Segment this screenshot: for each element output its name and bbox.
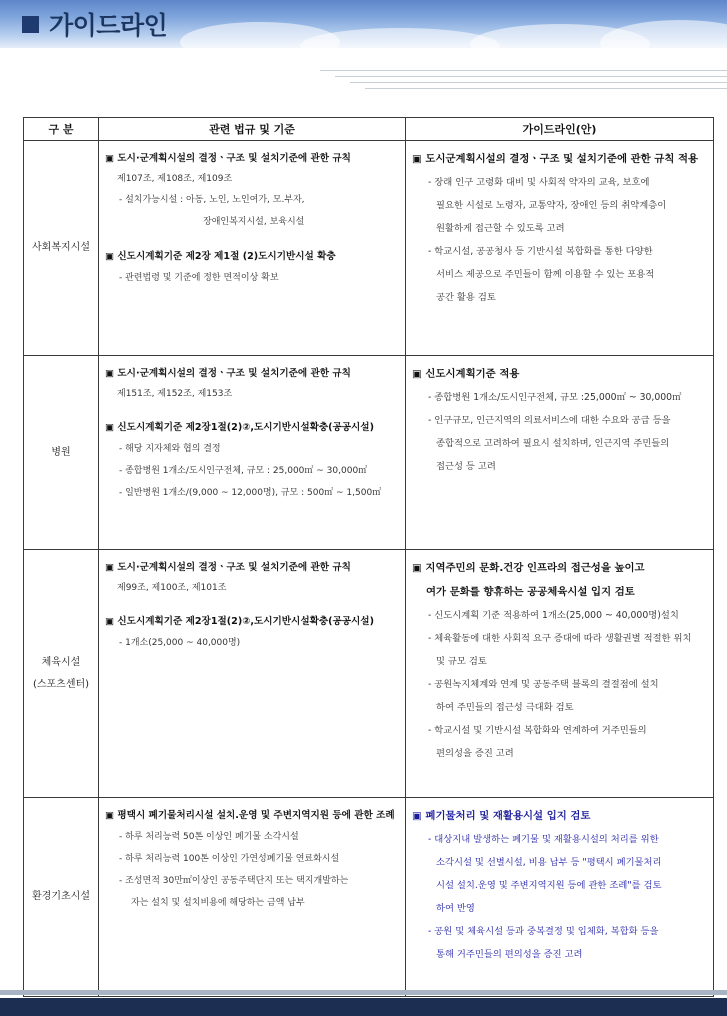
guideline-item: - 신도시계획 기준 적용하여 1개소(25,000 ~ 40,000명)설치 bbox=[428, 610, 679, 621]
law-cell bbox=[99, 550, 406, 798]
category-label: 병원 bbox=[51, 446, 71, 458]
table-header-row bbox=[24, 118, 714, 141]
guideline-item: - 인구규모, 인근지역의 의료서비스에 대한 수요와 공급 등을 bbox=[428, 415, 671, 426]
guideline-item: - 체육활동에 대한 사회적 요구 증대에 따라 생활권별 적절한 위치 bbox=[428, 633, 692, 644]
guideline-item: - 종합병원 1개소/도시인구전체, 규모 :25,000㎡ ~ 30,000㎡ bbox=[428, 392, 682, 403]
guideline-heading: ▣ 지역주민의 문화.건강 인프라의 접근성을 높이고 bbox=[412, 562, 645, 574]
category-label: 환경기초시설 bbox=[32, 891, 90, 902]
footer-bar-light bbox=[0, 990, 727, 995]
header-banner bbox=[0, 0, 727, 48]
guideline-item: - 공원녹지체계와 연계 및 공동주택 블록의 결절점에 설치 bbox=[428, 679, 659, 690]
guideline-heading: ▣ 폐기물처리 및 재활용시설 입지 검토 bbox=[412, 810, 591, 822]
guideline-heading: ▣ 신도시계획기준 적용 bbox=[412, 368, 520, 380]
guideline-item: 필요한 시설로 노령자, 교통약자, 장애인 등의 취약계층이 bbox=[436, 200, 667, 211]
law-heading: ▣ 도시·군계획시설의 결정ㆍ구조 및 설치기준에 관한 규칙 bbox=[105, 368, 351, 379]
guideline-item: 하여 반영 bbox=[436, 903, 475, 914]
law-item: - 조성면적 30만㎡이상인 공동주택단지 또는 택지개발하는 bbox=[119, 876, 349, 886]
guideline-item: - 학교시설 및 기반시설 복합화와 연계하여 거주민들의 bbox=[428, 725, 647, 736]
law-article-numbers: 제151조, 제152조, 제153조 bbox=[117, 389, 233, 399]
guideline-heading: 여가 문화를 향휴하는 공공체육시설 입지 검토 bbox=[426, 586, 635, 598]
guideline-item: 소각시설 및 선별시설, 비용 납부 등 "평택시 폐기물처리 bbox=[436, 857, 662, 868]
category-cell bbox=[24, 798, 99, 997]
decorative-line bbox=[320, 70, 727, 71]
law-item: - 일반병원 1개소/(9,000 ~ 12,000명), 규모 : 500㎡ ~ 1,500㎡ bbox=[119, 488, 382, 498]
law-cell bbox=[99, 798, 406, 997]
guideline-item: 및 규모 검토 bbox=[436, 656, 487, 667]
guideline-item: 편의성을 증진 고려 bbox=[436, 748, 514, 759]
footer-bar-dark bbox=[0, 998, 727, 1016]
title-square-icon bbox=[22, 16, 39, 33]
guideline-heading: ▣ 도시군계획시설의 결정ㆍ구조 및 설치기준에 관한 규칙 적용 bbox=[412, 153, 699, 165]
guideline-cell bbox=[406, 550, 714, 798]
table-row bbox=[24, 550, 714, 798]
law-cell bbox=[99, 141, 406, 356]
category-cell bbox=[24, 141, 99, 356]
guideline-item: 시설 설치.운영 및 주변지역지원 등에 관한 조례"를 검토 bbox=[436, 880, 662, 891]
guideline-cell bbox=[406, 141, 714, 356]
category-label: 체육시설 bbox=[41, 656, 81, 668]
guideline-cell bbox=[406, 798, 714, 997]
column-header-category: 구 분 bbox=[24, 118, 99, 141]
law-item: - 해당 지자체와 협의 결정 bbox=[119, 444, 221, 454]
law-heading: ▣ 신도시계획기준 제2장 제1절 (2)도시기반시설 확충 bbox=[105, 251, 336, 262]
law-cell bbox=[99, 356, 406, 550]
page-title-text: 가이드라인 bbox=[49, 11, 168, 40]
law-heading: ▣ 도시·군계획시설의 결정ㆍ구조 및 설치기준에 관한 규칙 bbox=[105, 153, 351, 164]
guideline-item: 통해 거주민들의 편의성을 증진 고려 bbox=[436, 949, 583, 960]
law-article-numbers: 제107조, 제108조, 제109조 bbox=[117, 174, 233, 184]
guideline-item: 공간 활용 검토 bbox=[436, 292, 496, 303]
guideline-cell bbox=[406, 356, 714, 550]
table-row bbox=[24, 356, 714, 550]
law-item: 자는 설치 및 설치비용에 해당하는 금액 납부 bbox=[131, 898, 305, 908]
guideline-table bbox=[23, 117, 714, 997]
guideline-item: 종합적으로 고려하여 필요시 설치하며, 인근지역 주민들의 bbox=[436, 438, 670, 449]
law-article-numbers: 제99조, 제100조, 제101조 bbox=[117, 583, 227, 593]
decorative-line bbox=[365, 88, 727, 89]
decorative-line bbox=[350, 82, 727, 83]
law-heading: ▣ 신도시계획기준 제2장1절(2)②,도시기반시설확충(공공시설) bbox=[105, 422, 374, 433]
cloud-decoration bbox=[600, 20, 727, 48]
decorative-line bbox=[335, 76, 727, 77]
guideline-item: - 공원 및 체육시설 등과 중복결정 및 입체화, 복합화 등을 bbox=[428, 926, 659, 937]
guideline-item: - 학교시설, 공공청사 등 기반시설 복합화를 통한 다양한 bbox=[428, 246, 653, 257]
guideline-item: 접근성 등 고려 bbox=[436, 461, 496, 472]
guideline-item: - 장래 인구 고령화 대비 및 사회적 약자의 교육, 보호에 bbox=[428, 177, 650, 188]
category-cell bbox=[24, 356, 99, 550]
guideline-item: - 대상지내 발생하는 폐기물 및 재활용시설의 처리를 위한 bbox=[428, 834, 659, 845]
law-item: - 종합병원 1개소/도시인구전체, 규모 : 25,000㎡ ~ 30,000㎡ bbox=[119, 466, 368, 476]
law-item: - 하루 처리능력 50톤 이상인 폐기물 소각시설 bbox=[119, 832, 299, 842]
guideline-item: 하여 주민들의 접근성 극대화 검토 bbox=[436, 702, 574, 713]
category-label: (스포츠센터) bbox=[32, 678, 90, 690]
page-title bbox=[22, 8, 167, 40]
category-cell bbox=[24, 550, 99, 798]
law-heading: ▣ 신도시계획기준 제2장1절(2)②,도시기반시설확충(공공시설) bbox=[105, 616, 374, 627]
guideline-item: 서비스 제공으로 주민들이 함께 이용할 수 있는 포용적 bbox=[436, 269, 655, 280]
column-header-guideline: 가이드라인(안) bbox=[406, 118, 714, 141]
table-row bbox=[24, 798, 714, 997]
law-item: - 1개소(25,000 ~ 40,000명) bbox=[119, 638, 241, 648]
table-row bbox=[24, 141, 714, 356]
law-item: - 설치가능시설 : 아동, 노인, 노인여가, 모.부자, bbox=[119, 195, 305, 205]
law-heading: ▣ 도시·군계획시설의 결정ㆍ구조 및 설치기준에 관한 규칙 bbox=[105, 562, 351, 573]
law-item: - 관련법령 및 기준에 정한 면적이상 확보 bbox=[119, 273, 279, 283]
law-heading: ▣ 평택시 폐기물처리시설 설치.운영 및 주변지역지원 등에 관한 조례 bbox=[105, 810, 395, 821]
law-item: 장애인복지시설, 보육시설 bbox=[203, 217, 305, 227]
category-label: 사회복지시설 bbox=[32, 242, 90, 253]
column-header-law: 관련 법규 및 기준 bbox=[99, 118, 406, 141]
guideline-item: 원활하게 접근할 수 있도록 고려 bbox=[436, 223, 565, 234]
law-item: - 하루 처리능력 100톤 이상인 가연성폐기물 연료화시설 bbox=[119, 854, 340, 864]
